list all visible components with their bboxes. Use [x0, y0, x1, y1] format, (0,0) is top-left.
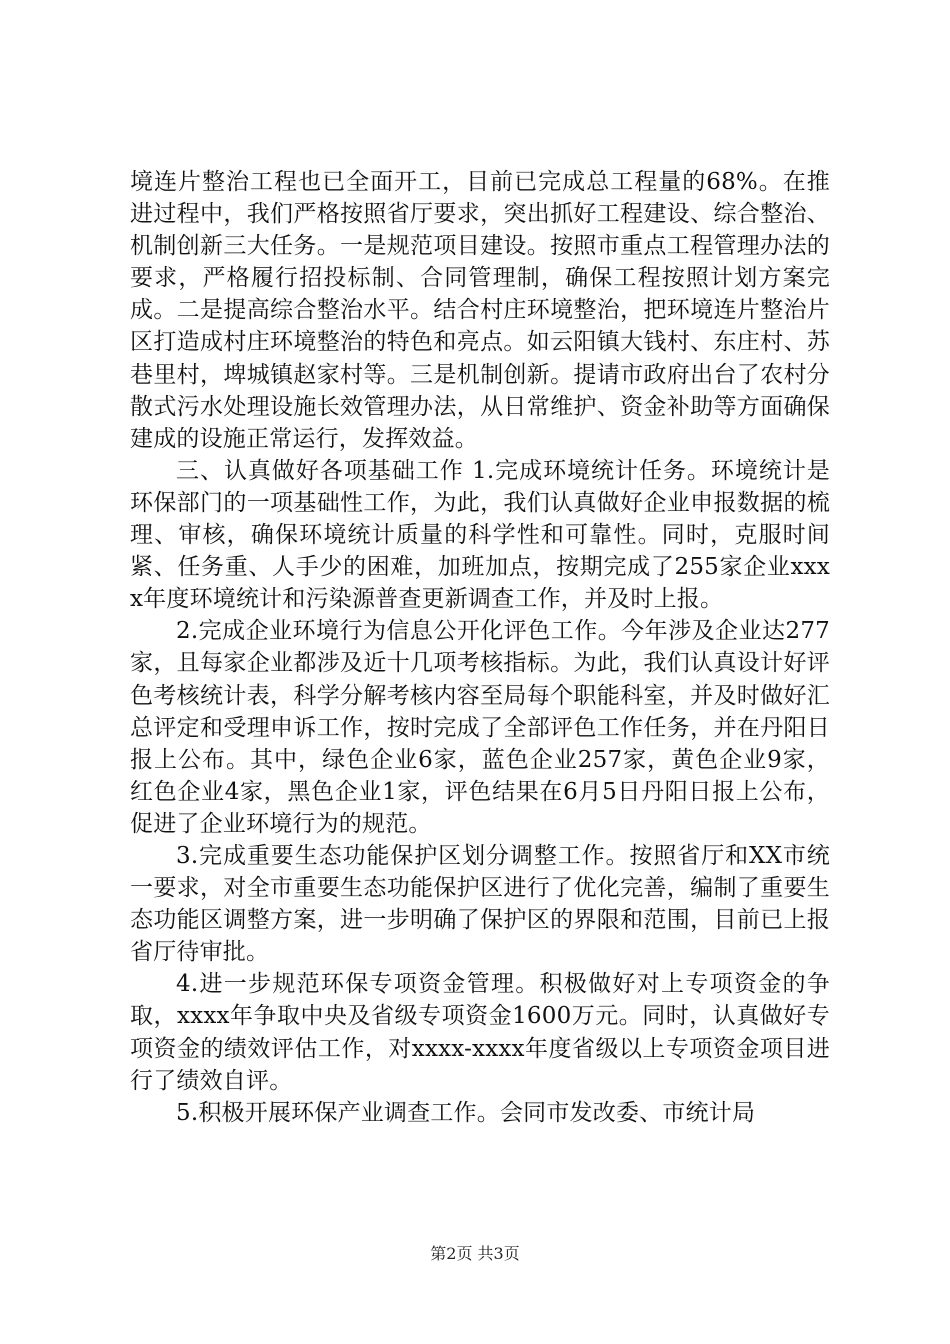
page-number-label: 第2页 共3页	[430, 1244, 520, 1263]
paragraph-enterprise-rating: 2.完成企业环境行为信息公开化评色工作。今年涉及企业达277家，且每家企业都涉及近十几项考核指标。为此，我们认真设计好评色考核统计表，科学分解考核内容至局每个职能科室，并及时做好汇总评定和受理申诉工作，按时完成了全部评色工作任务，并在丹阳日报上公布。其中，绿色企业6家，蓝色企业257家，黄色企业9家，红色企业4家，黑色企业1家，评色结果在6月5日丹阳日报上公布，促进了企业环境行为的规范。	[130, 618, 830, 837]
document-body	[130, 166, 830, 1129]
paragraph-industry-survey: 5.积极开展环保产业调查工作。会同市发改委、市统计局	[176, 1099, 756, 1126]
paragraph-environment-statistics: 三、认真做好各项基础工作 1.完成环境统计任务。环境统计是环保部门的一项基础性工作，为此，我们认真做好企业申报数据的梳理、审核，确保环境统计质量的科学性和可靠性。同时，克服时间紧、任务重、人手少的困难，加班加点，按期完成了255家企业xxxx年度环境统计和污染源普查更新调查工作，并及时上报。	[130, 457, 830, 613]
paragraph-environment-rectification: 境连片整治工程也已全面开工，目前已完成总工程量的68%。在推进过程中，我们严格按照省厅要求，突出抓好工程建设、综合整治、机制创新三大任务。一是规范项目建设。按照市重点工程管理办法的要求，严格履行招投标制、合同管理制，确保工程按照计划方案完成。二是提高综合整治水平。结合村庄环境整治，把环境连片整治片区打造成村庄环境整治的特色和亮点。如云阳镇大钱村、东庄村、苏巷里村，埤城镇赵家村等。三是机制创新。提请市政府出台了农村分散式污水处理设施长效管理办法，从日常维护、资金补助等方面确保建成的设施正常运行，发挥效益。	[130, 169, 830, 452]
paragraph-ecological-protection: 3.完成重要生态功能保护区划分调整工作。按照省厅和XX市统一要求，对全市重要生态功能保护区进行了优化完善，编制了重要生态功能区调整方案，进一步明确了保护区的界限和范围，目前已上报省厅待审批。	[130, 842, 830, 966]
page-footer	[0, 1244, 950, 1264]
paragraph-special-funds: 4.进一步规范环保专项资金管理。积极做好对上专项资金的争取，xxxx年争取中央及省级专项资金1600万元。同时，认真做好专项资金的绩效评估工作，对xxxx-xxxx年度省级以上专项资金项目进行了绩效自评。	[130, 971, 830, 1094]
